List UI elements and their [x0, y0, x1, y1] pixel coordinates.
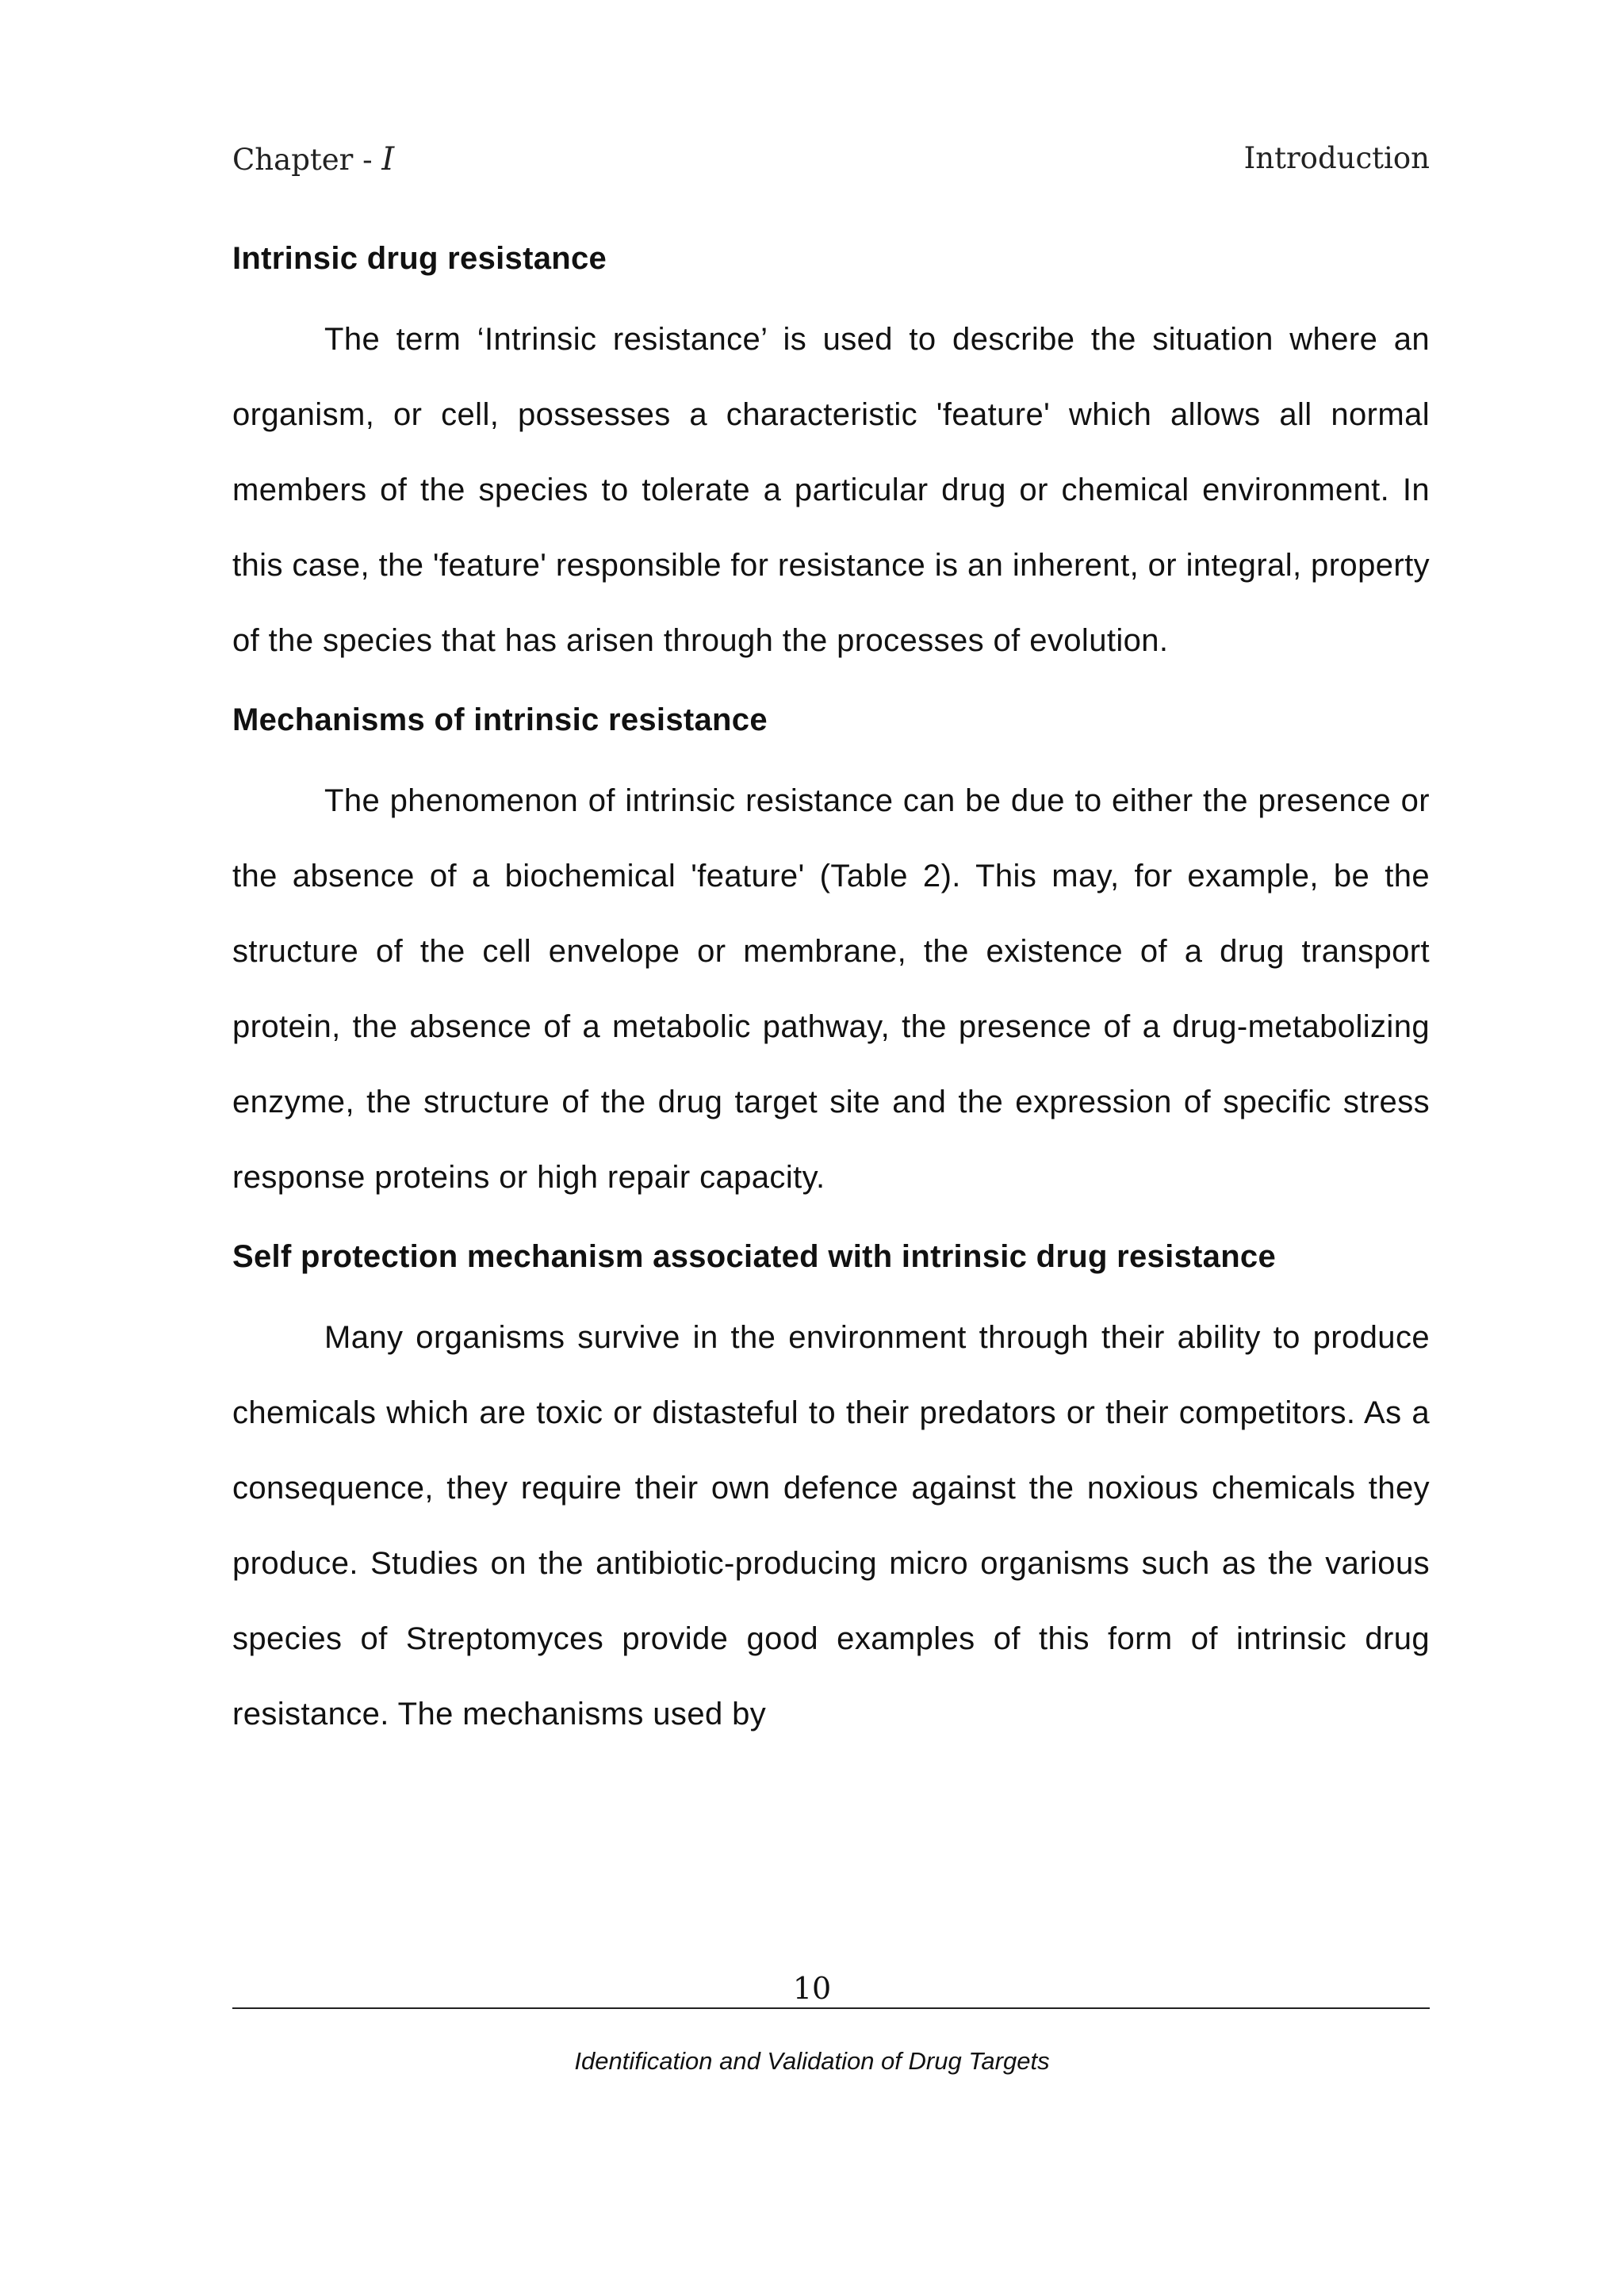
page-body [232, 235, 1430, 1752]
section-mechanisms-of-intrinsic-resistance [232, 696, 1430, 1215]
chapter-number: I [381, 141, 395, 178]
body-paragraph: The term ‘Intrinsic resistance’ is used to describe the situation where an organism, or cell, possesses a characteristic 'feature' which allows all normal members of the species to tolerate a particular drug or chemical environment. In this case, the 'feature' responsible for resistance is an inherent, or integral, property of the species that has arisen through the processes of evolution. [232, 322, 1430, 658]
footer-divider [232, 2007, 1430, 2009]
running-section-title: Introduction [1243, 141, 1430, 175]
section-intrinsic-drug-resistance [232, 235, 1430, 679]
page-number: 10 [792, 1971, 832, 2006]
body-paragraph: Many organisms survive in the environment through their ability to produce chemicals which are toxic or distasteful to their predators or their competitors. As a consequence, they require their own defence against the noxious chemicals they produce. Studies on the antibiotic-producing micro organisms such as the various species of Streptomyces provide good examples of this form of intrinsic drug resistance. The mechanisms used by [232, 1320, 1430, 1732]
footer-document-title: Identification and Validation of Drug Targets [574, 2047, 1050, 2075]
section-heading: Intrinsic drug resistance [232, 241, 607, 276]
running-header [232, 141, 1430, 189]
chapter-label [232, 141, 394, 178]
section-self-protection-mechanism [232, 1233, 1430, 1752]
chapter-label-text: Chapter - [232, 143, 382, 177]
section-heading: Self protection mechanism associated with intrinsic drug resistance [232, 1239, 1277, 1274]
body-paragraph: The phenomenon of intrinsic resistance can be due to either the presence or the absence of a biochemical 'feature' (Table 2). This may, for example, be the structure of the cell envelope or membrane, the existence of a drug transport protein, the absence of a metabolic pathway, the presence of a drug-metabolizing enzyme, the structure of the drug target site and the expression of specific stress response proteins or high repair capacity. [232, 783, 1430, 1195]
section-heading: Mechanisms of intrinsic resistance [232, 702, 768, 737]
